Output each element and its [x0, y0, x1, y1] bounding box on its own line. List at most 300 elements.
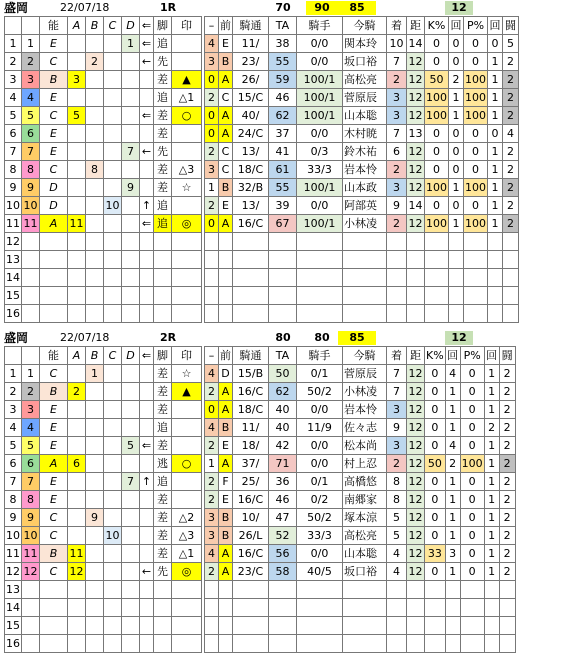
- table-row[interactable]: [5, 287, 519, 305]
- table-row[interactable]: [5, 125, 519, 143]
- cell-col-d: [122, 491, 140, 509]
- table-row[interactable]: [5, 545, 516, 563]
- cell-col-a: 12: [68, 563, 86, 581]
- cell-col-b: 1: [86, 365, 104, 383]
- cell-distance: 12: [407, 89, 425, 107]
- cell-k-count: [445, 599, 460, 617]
- table-row[interactable]: [5, 527, 516, 545]
- table-row[interactable]: [5, 251, 519, 269]
- cell-horse-no: 6: [22, 125, 40, 143]
- cell-k-count: 1: [449, 107, 464, 125]
- cell-style: 差: [154, 125, 172, 143]
- cell-finish: 3: [387, 179, 407, 197]
- cell-prev-grade: E: [219, 35, 233, 53]
- cell-horse-no: 9: [22, 509, 40, 527]
- cell-prev-grade: B: [219, 509, 233, 527]
- cell-prev-grade: C: [219, 143, 233, 161]
- cell-mark: [172, 473, 202, 491]
- cell-jockey-pass: [233, 269, 269, 287]
- cell-arrow: [140, 125, 154, 143]
- table-row[interactable]: [5, 491, 516, 509]
- table-row[interactable]: [5, 401, 516, 419]
- cell-distance: [407, 617, 425, 635]
- table-row[interactable]: [5, 473, 516, 491]
- cell-horse-no: 4: [22, 419, 40, 437]
- header-jockey: 騎手: [297, 17, 343, 35]
- cell-col-c: [104, 419, 122, 437]
- cell-p-count: 1: [488, 179, 503, 197]
- cell-ability: E: [40, 89, 68, 107]
- cell-fight: [503, 287, 519, 305]
- cell-col-b: 8: [86, 161, 104, 179]
- cell-horse-no: 1: [22, 35, 40, 53]
- cell-col-b: [86, 107, 104, 125]
- cell-col-d: [122, 455, 140, 473]
- cell-prev: 1: [205, 179, 219, 197]
- cell-row-no: 10: [5, 527, 22, 545]
- table-row[interactable]: [5, 215, 519, 233]
- cell-p-count: 1: [484, 455, 499, 473]
- cell-arrow: [140, 71, 154, 89]
- cell-mark: ◎: [172, 215, 202, 233]
- cell-style: 差: [154, 437, 172, 455]
- cell-col-c: [104, 401, 122, 419]
- cell-k-pct: 0: [425, 491, 446, 509]
- cell-arrow: ←: [140, 53, 154, 71]
- cell-arrow: [140, 383, 154, 401]
- cell-jockey-pass: 23/: [233, 53, 269, 71]
- cell-fight: [503, 269, 519, 287]
- cell-prev: 0: [205, 107, 219, 125]
- cell-today-jockey: [343, 617, 387, 635]
- cell-k-count: [445, 635, 460, 653]
- cell-jockey: 0/0: [297, 53, 343, 71]
- header-col-a: A: [68, 17, 86, 35]
- cell-horse-no: 9: [22, 179, 40, 197]
- cell-jockey-pass: 18/C: [233, 161, 269, 179]
- cell-ta: 62: [269, 383, 297, 401]
- cell-horse-no: [22, 233, 40, 251]
- cell-row-no: 2: [5, 383, 22, 401]
- cell-finish: 5: [387, 509, 407, 527]
- table-row[interactable]: [5, 365, 516, 383]
- cell-col-b: [86, 401, 104, 419]
- cell-mark: △3: [172, 527, 202, 545]
- cell-style: [154, 287, 172, 305]
- cell-p-count: 1: [488, 161, 503, 179]
- cell-finish: 3: [387, 401, 407, 419]
- header-horse-no: [22, 17, 40, 35]
- cell-finish: 9: [387, 197, 407, 215]
- cell-prev: 3: [205, 527, 219, 545]
- cell-prev: [205, 635, 219, 653]
- cell-arrow: [140, 305, 154, 323]
- cell-p-pct: 0: [460, 527, 484, 545]
- cell-ta: 58: [269, 563, 297, 581]
- cell-k-pct: 0: [425, 161, 449, 179]
- table-row[interactable]: [5, 635, 516, 653]
- cell-fight: 2: [503, 89, 519, 107]
- cell-p-pct: 0: [460, 401, 484, 419]
- cell-col-b: [86, 269, 104, 287]
- cell-today-jockey: 菅原辰: [343, 89, 387, 107]
- cell-k-count: [445, 581, 460, 599]
- cell-distance: 12: [407, 107, 425, 125]
- cell-arrow: [140, 455, 154, 473]
- cell-row-no: 3: [5, 401, 22, 419]
- cell-mark: [172, 269, 202, 287]
- cell-row-no: 4: [5, 89, 22, 107]
- cell-horse-no: 5: [22, 107, 40, 125]
- cell-row-no: 11: [5, 215, 22, 233]
- cell-today-jockey: 高松亮: [343, 71, 387, 89]
- cell-col-d: [122, 233, 140, 251]
- header-style: 脚: [154, 347, 172, 365]
- cell-prev-grade: A: [219, 401, 233, 419]
- cell-k-count: 4: [445, 437, 460, 455]
- summary-2: 90: [306, 1, 338, 15]
- cell-col-a: [68, 89, 86, 107]
- cell-col-d: [122, 53, 140, 71]
- cell-col-d: [122, 581, 140, 599]
- cell-style: 差: [154, 107, 172, 125]
- cell-prev: 0: [205, 125, 219, 143]
- cell-col-b: 9: [86, 509, 104, 527]
- cell-horse-no: 2: [22, 53, 40, 71]
- cell-p-pct: [460, 635, 484, 653]
- cell-col-d: [122, 383, 140, 401]
- cell-distance: 12: [407, 437, 425, 455]
- cell-col-c: [104, 365, 122, 383]
- cell-prev: [205, 287, 219, 305]
- cell-distance: 12: [407, 509, 425, 527]
- cell-p-count: 1: [484, 437, 499, 455]
- cell-p-count: [488, 251, 503, 269]
- cell-arrow: [140, 233, 154, 251]
- cell-k-count: [449, 269, 464, 287]
- cell-style: 追: [154, 473, 172, 491]
- cell-k-count: 1: [445, 491, 460, 509]
- cell-mark: [172, 53, 202, 71]
- cell-col-c: [104, 35, 122, 53]
- cell-p-count: 1: [488, 215, 503, 233]
- cell-ta: 36: [269, 473, 297, 491]
- cell-col-b: [86, 383, 104, 401]
- cell-jockey: 100/1: [297, 215, 343, 233]
- cell-k-pct: 33: [425, 545, 446, 563]
- cell-finish: 2: [387, 455, 407, 473]
- cell-prev: 2: [205, 491, 219, 509]
- cell-col-a: [68, 473, 86, 491]
- table-row[interactable]: [5, 581, 516, 599]
- cell-jockey: [297, 617, 343, 635]
- table-row[interactable]: [5, 437, 516, 455]
- table-row[interactable]: [5, 617, 516, 635]
- header-prev-grade: 前: [219, 347, 233, 365]
- cell-style: [154, 581, 172, 599]
- cell-prev: 2: [205, 563, 219, 581]
- table-row[interactable]: [5, 419, 516, 437]
- cell-col-a: [68, 233, 86, 251]
- race-1-table: [4, 16, 519, 323]
- table-row[interactable]: [5, 107, 519, 125]
- cell-ability: E: [40, 437, 68, 455]
- cell-col-b: [86, 305, 104, 323]
- cell-style: [154, 635, 172, 653]
- table-row[interactable]: [5, 89, 519, 107]
- cell-fight: [499, 581, 515, 599]
- cell-p-pct: 0: [464, 161, 488, 179]
- table-row[interactable]: [5, 305, 519, 323]
- cell-k-count: 0: [449, 53, 464, 71]
- cell-ability: [40, 617, 68, 635]
- cell-horse-no: 10: [22, 527, 40, 545]
- cell-horse-no: 3: [22, 71, 40, 89]
- cell-distance: 12: [407, 179, 425, 197]
- cell-fight: 2: [499, 563, 515, 581]
- cell-jockey: 0/0: [297, 125, 343, 143]
- cell-col-a: [68, 53, 86, 71]
- cell-k-count: 1: [445, 383, 460, 401]
- cell-k-pct: 50: [425, 455, 446, 473]
- cell-k-pct: [425, 251, 449, 269]
- cell-today-jockey: [343, 251, 387, 269]
- cell-k-count: 1: [449, 215, 464, 233]
- cell-distance: 14: [407, 197, 425, 215]
- cell-col-c: [104, 383, 122, 401]
- cell-today-jockey: [343, 287, 387, 305]
- cell-mark: [172, 635, 202, 653]
- cell-horse-no: 6: [22, 455, 40, 473]
- race-1-header: [0, 0, 578, 16]
- cell-row-no: 1: [5, 35, 22, 53]
- cell-style: 差: [154, 527, 172, 545]
- cell-distance: 12: [407, 215, 425, 233]
- cell-p-pct: [464, 233, 488, 251]
- cell-col-b: [86, 197, 104, 215]
- table-row[interactable]: [5, 53, 519, 71]
- cell-ta: 46: [269, 491, 297, 509]
- cell-jockey-pass: 16/C: [233, 491, 269, 509]
- cell-today-jockey: 高橋悠: [343, 473, 387, 491]
- cell-col-c: [104, 287, 122, 305]
- cell-jockey-pass: 16/C: [233, 383, 269, 401]
- cell-jockey-pass: [233, 581, 269, 599]
- cell-horse-no: [22, 599, 40, 617]
- summary-3: 85: [338, 331, 376, 345]
- cell-style: 追: [154, 419, 172, 437]
- cell-col-a: 11: [68, 545, 86, 563]
- cell-jockey-pass: 16/C: [233, 545, 269, 563]
- cell-ability: [40, 599, 68, 617]
- cell-k-count: 0: [449, 143, 464, 161]
- cell-mark: ▲: [172, 383, 202, 401]
- cell-arrow: ⇐: [140, 437, 154, 455]
- cell-finish: 9: [387, 419, 407, 437]
- cell-p-count: [484, 599, 499, 617]
- cell-col-a: [68, 269, 86, 287]
- cell-finish: 3: [387, 89, 407, 107]
- cell-col-b: [86, 215, 104, 233]
- cell-col-a: [68, 365, 86, 383]
- cell-col-d: [122, 125, 140, 143]
- cell-jockey: 50/2: [297, 509, 343, 527]
- cell-p-pct: [464, 269, 488, 287]
- cell-fight: 2: [499, 383, 515, 401]
- cell-fight: 2: [499, 365, 515, 383]
- cell-prev: 2: [205, 383, 219, 401]
- cell-k-pct: 0: [425, 473, 446, 491]
- table-row[interactable]: [5, 233, 519, 251]
- cell-arrow: [140, 599, 154, 617]
- cell-prev-grade: B: [219, 527, 233, 545]
- cell-jockey-pass: 32/B: [233, 179, 269, 197]
- cell-arrow: ↑: [140, 197, 154, 215]
- cell-distance: 12: [407, 491, 425, 509]
- cell-col-a: [68, 617, 86, 635]
- cell-jockey-pass: 23/C: [233, 563, 269, 581]
- cell-prev-grade: A: [219, 563, 233, 581]
- table-row[interactable]: [5, 455, 516, 473]
- table-row[interactable]: [5, 197, 519, 215]
- cell-k-pct: [425, 617, 446, 635]
- cell-col-c: [104, 143, 122, 161]
- cell-today-jockey: 岩本怜: [343, 161, 387, 179]
- cell-jockey-pass: [233, 617, 269, 635]
- table-row[interactable]: [5, 269, 519, 287]
- header-horse-no: [22, 347, 40, 365]
- table-row[interactable]: [5, 179, 519, 197]
- cell-jockey: 100/1: [297, 71, 343, 89]
- table-row[interactable]: [5, 509, 516, 527]
- cell-p-count: 1: [484, 563, 499, 581]
- cell-horse-no: 2: [22, 383, 40, 401]
- cell-mark: △1: [172, 89, 202, 107]
- table-row[interactable]: [5, 383, 516, 401]
- cell-jockey-pass: 26/: [233, 71, 269, 89]
- cell-p-pct: [464, 251, 488, 269]
- table-row[interactable]: [5, 161, 519, 179]
- cell-fight: [503, 251, 519, 269]
- cell-jockey-pass: 25/: [233, 473, 269, 491]
- cell-col-a: [68, 401, 86, 419]
- cell-ability: E: [40, 35, 68, 53]
- cell-p-count: [484, 581, 499, 599]
- cell-distance: [407, 599, 425, 617]
- table-row[interactable]: [5, 35, 519, 53]
- cell-today-jockey: 岩本怜: [343, 401, 387, 419]
- cell-horse-no: 7: [22, 143, 40, 161]
- cell-row-no: 12: [5, 233, 22, 251]
- header-jockey: 騎手: [297, 347, 343, 365]
- cell-horse-no: 11: [22, 545, 40, 563]
- header-ta: TA: [269, 347, 297, 365]
- cell-horse-no: [22, 581, 40, 599]
- cell-horse-no: 10: [22, 197, 40, 215]
- table-row[interactable]: [5, 599, 516, 617]
- cell-distance: [407, 269, 425, 287]
- cell-arrow: ⇐: [140, 107, 154, 125]
- header-arrow: ⇐: [140, 17, 154, 35]
- cell-style: [154, 617, 172, 635]
- cell-prev: 2: [205, 473, 219, 491]
- cell-ta: 41: [269, 143, 297, 161]
- table-row[interactable]: [5, 563, 516, 581]
- cell-jockey: [297, 581, 343, 599]
- cell-jockey-pass: 40/: [233, 107, 269, 125]
- cell-ta: [269, 251, 297, 269]
- cell-p-count: 0: [488, 125, 503, 143]
- table-header-row: [5, 17, 519, 35]
- header-row-no: [5, 347, 22, 365]
- header-ta: TA: [269, 17, 297, 35]
- cell-horse-no: 7: [22, 473, 40, 491]
- cell-p-count: 1: [488, 53, 503, 71]
- cell-jockey: 0/3: [297, 143, 343, 161]
- cell-col-c: [104, 599, 122, 617]
- cell-horse-no: [22, 305, 40, 323]
- cell-jockey-pass: [233, 635, 269, 653]
- cell-today-jockey: 山本聡: [343, 107, 387, 125]
- cell-ability: C: [40, 509, 68, 527]
- cell-p-count: 1: [484, 401, 499, 419]
- cell-prev-grade: D: [219, 365, 233, 383]
- cell-arrow: ←: [140, 563, 154, 581]
- cell-fight: [503, 233, 519, 251]
- cell-col-a: [68, 581, 86, 599]
- cell-prev: 0: [205, 401, 219, 419]
- cell-prev-grade: C: [219, 161, 233, 179]
- cell-style: 差: [154, 161, 172, 179]
- summary-1: 70: [275, 1, 291, 14]
- cell-arrow: ←: [140, 143, 154, 161]
- header-prev: –: [205, 17, 219, 35]
- cell-jockey: 0/0: [297, 437, 343, 455]
- cell-col-d: [122, 215, 140, 233]
- cell-k-pct: 0: [425, 419, 446, 437]
- cell-col-b: [86, 233, 104, 251]
- cell-distance: [407, 233, 425, 251]
- cell-distance: 12: [407, 401, 425, 419]
- cell-fight: 2: [499, 509, 515, 527]
- race-number: 1R: [160, 1, 177, 14]
- cell-finish: [387, 269, 407, 287]
- cell-col-c: [104, 455, 122, 473]
- cell-ability: [40, 581, 68, 599]
- cell-ta: 59: [269, 71, 297, 89]
- table-row[interactable]: [5, 143, 519, 161]
- cell-mark: △1: [172, 545, 202, 563]
- cell-style: [154, 599, 172, 617]
- cell-ability: C: [40, 563, 68, 581]
- cell-col-b: [86, 581, 104, 599]
- cell-today-jockey: 小林凌: [343, 215, 387, 233]
- cell-fight: 2: [499, 437, 515, 455]
- header-fight: 闘: [499, 347, 515, 365]
- header-jockey-pass: 騎通: [233, 347, 269, 365]
- cell-p-pct: 0: [464, 197, 488, 215]
- cell-prev-grade: [219, 269, 233, 287]
- cell-k-count: [449, 305, 464, 323]
- cell-col-c: [104, 269, 122, 287]
- cell-mark: [172, 599, 202, 617]
- summary-3: 85: [338, 1, 376, 15]
- cell-today-jockey: [343, 581, 387, 599]
- cell-prev-grade: C: [219, 89, 233, 107]
- table-row[interactable]: [5, 71, 519, 89]
- cell-col-c: [104, 71, 122, 89]
- cell-k-count: 4: [445, 365, 460, 383]
